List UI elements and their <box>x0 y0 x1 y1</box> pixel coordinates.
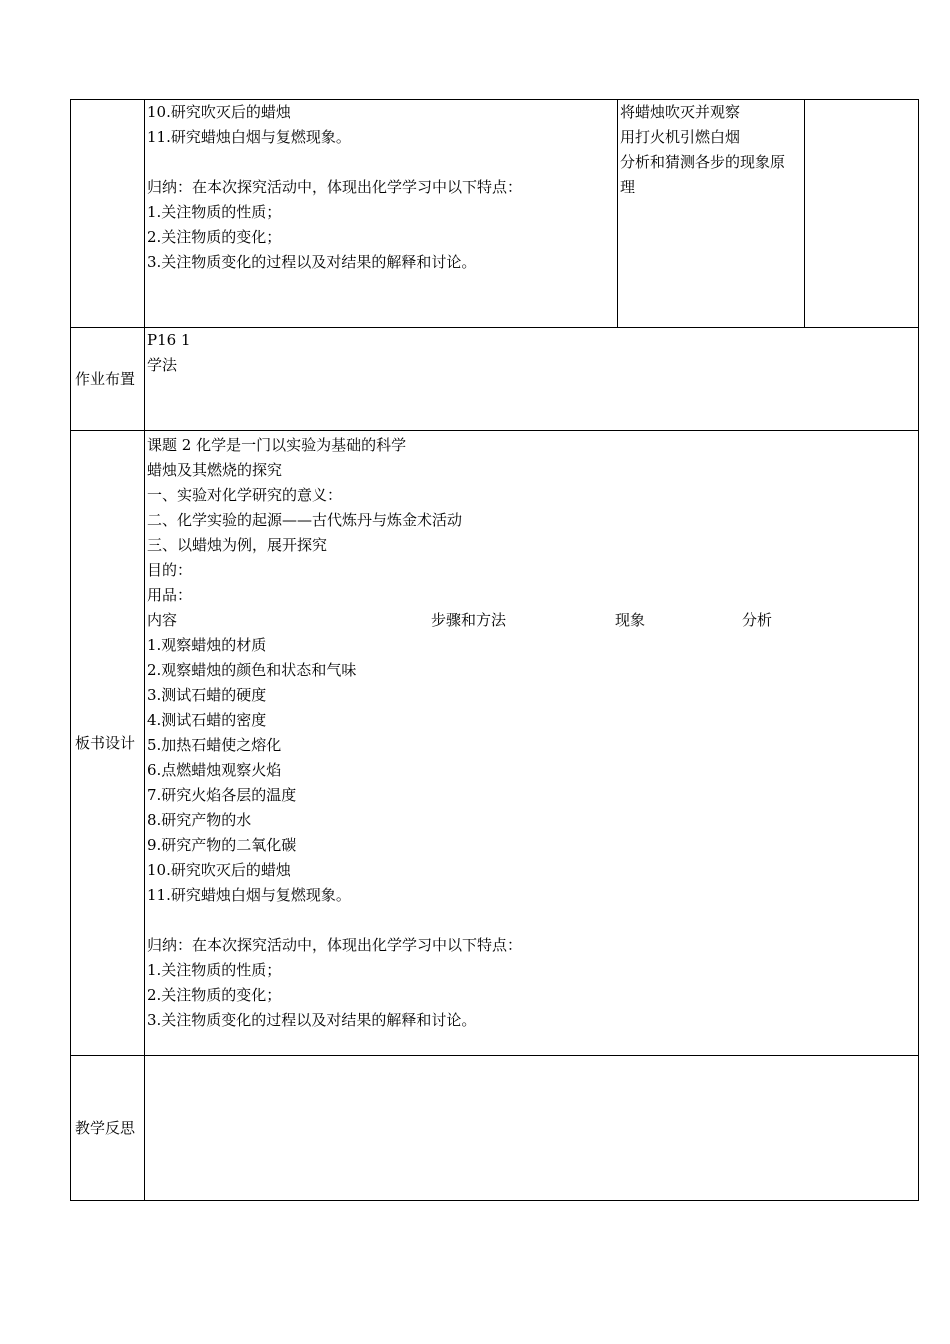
homework-lines <box>145 328 918 378</box>
board-step-line: 7.研究火焰各层的温度 <box>147 786 297 804</box>
board-step-line: 1.观察蜡烛的材质 <box>147 636 267 654</box>
content-line <box>145 150 617 175</box>
homework-line: P16 1 <box>147 331 191 349</box>
column-header-steps: 步骤和方法 <box>431 611 507 629</box>
content-line: 归纳：在本次探究活动中，体现出化学学习中以下特点： <box>147 178 523 196</box>
board-step-line: 归纳：在本次探究活动中，体现出化学学习中以下特点： <box>147 936 523 954</box>
board-step-line: 8.研究产物的水 <box>147 811 252 829</box>
reflection-label: 教学反思 <box>71 1056 145 1201</box>
board-column-headers <box>145 608 918 633</box>
design-intent-cell <box>805 100 919 328</box>
process-content-lines <box>145 100 617 275</box>
board-intro-line: 用品： <box>147 586 193 604</box>
board-step-line: 9.研究产物的二氧化碳 <box>147 836 297 854</box>
process-row <box>71 100 919 328</box>
board-design-row <box>71 431 919 1056</box>
content-line: 10.研究吹灭后的蜡烛 <box>147 103 291 121</box>
board-step-line: 1.关注物质的性质； <box>147 961 282 979</box>
reflection-content-cell <box>145 1056 919 1201</box>
board-intro-lines <box>145 433 918 608</box>
student-activity-lines <box>618 100 804 200</box>
process-label-cell <box>71 100 145 328</box>
board-intro-line: 一、实验对化学研究的意义： <box>147 486 343 504</box>
homework-label: 作业布置 <box>71 328 145 431</box>
homework-content-cell <box>145 328 919 431</box>
homework-row <box>71 328 919 431</box>
lesson-plan-table <box>70 99 919 1201</box>
homework-line: 学法 <box>147 356 178 374</box>
board-intro-line: 二、化学实验的起源——古代炼丹与炼金术活动 <box>147 511 463 529</box>
content-line: 3.关注物质变化的过程以及对结果的解释和讨论。 <box>147 253 477 271</box>
activity-line: 将蜡烛吹灭并观察 <box>620 103 741 121</box>
board-design-content-cell <box>145 431 919 1056</box>
board-intro-line: 三、以蜡烛为例，展开探究 <box>147 536 328 554</box>
board-design-label: 板书设计 <box>71 431 145 1056</box>
activity-line: 理 <box>620 178 636 196</box>
board-step-line: 6.点燃蜡烛观察火焰 <box>147 761 282 779</box>
reflection-row <box>71 1056 919 1201</box>
activity-line: 用打火机引燃白烟 <box>620 128 741 146</box>
board-intro-line: 目的： <box>147 561 193 579</box>
activity-line: 分析和猜测各步的现象原 <box>620 153 786 171</box>
column-header-analysis: 分析 <box>742 611 773 629</box>
board-step-line: 3.关注物质变化的过程以及对结果的解释和讨论。 <box>147 1011 477 1029</box>
column-header-phenomenon: 现象 <box>615 611 646 629</box>
column-header-content: 内容 <box>147 611 178 629</box>
board-step-line: 4.测试石蜡的密度 <box>147 711 267 729</box>
board-step-line: 10.研究吹灭后的蜡烛 <box>147 861 291 879</box>
board-intro-line: 课题 2 化学是一门以实验为基础的科学 <box>147 436 407 454</box>
board-step-line: 11.研究蜡烛白烟与复燃现象。 <box>147 886 351 904</box>
board-step-line: 5.加热石蜡使之熔化 <box>147 736 282 754</box>
board-step-line: 2.关注物质的变化； <box>147 986 282 1004</box>
content-line: 1.关注物质的性质； <box>147 203 282 221</box>
student-activity-cell <box>618 100 805 328</box>
board-intro-line: 蜡烛及其燃烧的探究 <box>147 461 283 479</box>
board-step-line: 3.测试石蜡的硬度 <box>147 686 267 704</box>
board-step-lines <box>145 633 918 1033</box>
content-line: 11.研究蜡烛白烟与复燃现象。 <box>147 128 351 146</box>
board-step-line: 2.观察蜡烛的颜色和状态和气味 <box>147 661 357 679</box>
content-line: 2.关注物质的变化； <box>147 228 282 246</box>
process-content-cell <box>145 100 618 328</box>
board-step-line <box>145 908 918 933</box>
